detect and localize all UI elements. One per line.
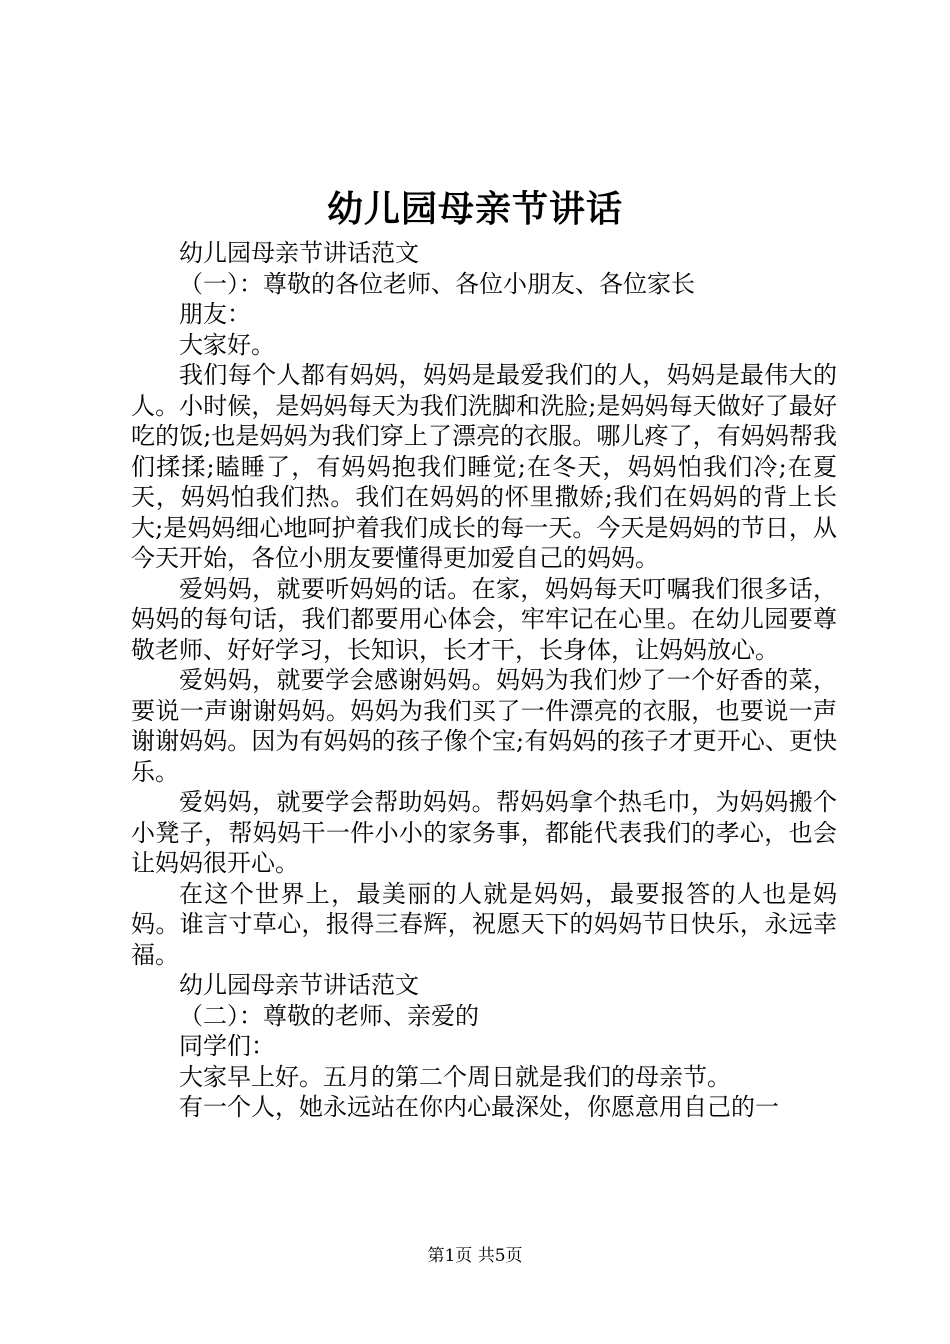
paragraph: 大家好。 — [179, 330, 275, 359]
paragraph: 大家早上好。五月的第二个周日就是我们的母亲节。 — [179, 1062, 731, 1091]
paragraph: 同学们： — [179, 1032, 275, 1060]
paragraph: 幼儿园母亲节讲话范文 — [179, 971, 419, 999]
paragraph: （一）：尊敬的各位老师、各位小朋友、各位家长 — [179, 269, 695, 298]
paragraph: 在这个世界上，最美丽的人就是妈妈，最要报答的人也是妈妈。谁言寸草心，报得三春辉，祝愿天下的妈妈节日快乐，永远幸福。 — [131, 879, 837, 969]
paragraph: 幼儿园母亲节讲话范文 — [179, 239, 419, 267]
paragraph: 朋友： — [179, 300, 251, 328]
document-body — [131, 238, 837, 1123]
paragraph: 爱妈妈，就要学会感谢妈妈。妈妈为我们炒了一个好香的菜，要说一声谢谢妈妈。妈妈为我们买了一件漂亮的衣服，也要说一声谢谢妈妈。因为有妈妈的孩子像个宝;有妈妈的孩子才更开心、更快乐。 — [131, 666, 837, 786]
paragraph: 我们每个人都有妈妈，妈妈是最爱我们的人，妈妈是最伟大的人。小时候，是妈妈每天为我们洗脚和洗脸;是妈妈每天做好了最好吃的饭;也是妈妈为我们穿上了漂亮的衣服。哪儿疼了，有妈妈帮我们揉揉;瞌睡了，有妈妈抱我们睡觉;在冬天，妈妈怕我们冷;在夏天，妈妈怕我们热。我们在妈妈的怀里撒娇;我们在妈妈的背上长大;是妈妈细心地呵护着我们成长的每一天。今天是妈妈的节日，从今天开始，各位小朋友要懂得更加爱自己的妈妈。 — [131, 361, 837, 572]
page-footer: 第1页 共5页 — [427, 1246, 523, 1266]
paragraph: 爱妈妈，就要听妈妈的话。在家，妈妈每天叮嘱我们很多话，妈妈的每句话，我们都要用心体会，牢牢记在心里。在幼儿园要尊敬老师、好好学习，长知识，长才干，长身体，让妈妈放心。 — [131, 574, 837, 664]
paragraph: （二）：尊敬的老师、亲爱的 — [179, 1001, 479, 1030]
paragraph: 爱妈妈，就要学会帮助妈妈。帮妈妈拿个热毛巾，为妈妈搬个小凳子，帮妈妈干一件小小的家务事，都能代表我们的孝心，也会让妈妈很开心。 — [131, 788, 837, 877]
paragraph: 有一个人，她永远站在你内心最深处，你愿意用自己的一 — [179, 1093, 779, 1121]
document-title: 幼儿园母亲节讲话 — [326, 188, 623, 230]
